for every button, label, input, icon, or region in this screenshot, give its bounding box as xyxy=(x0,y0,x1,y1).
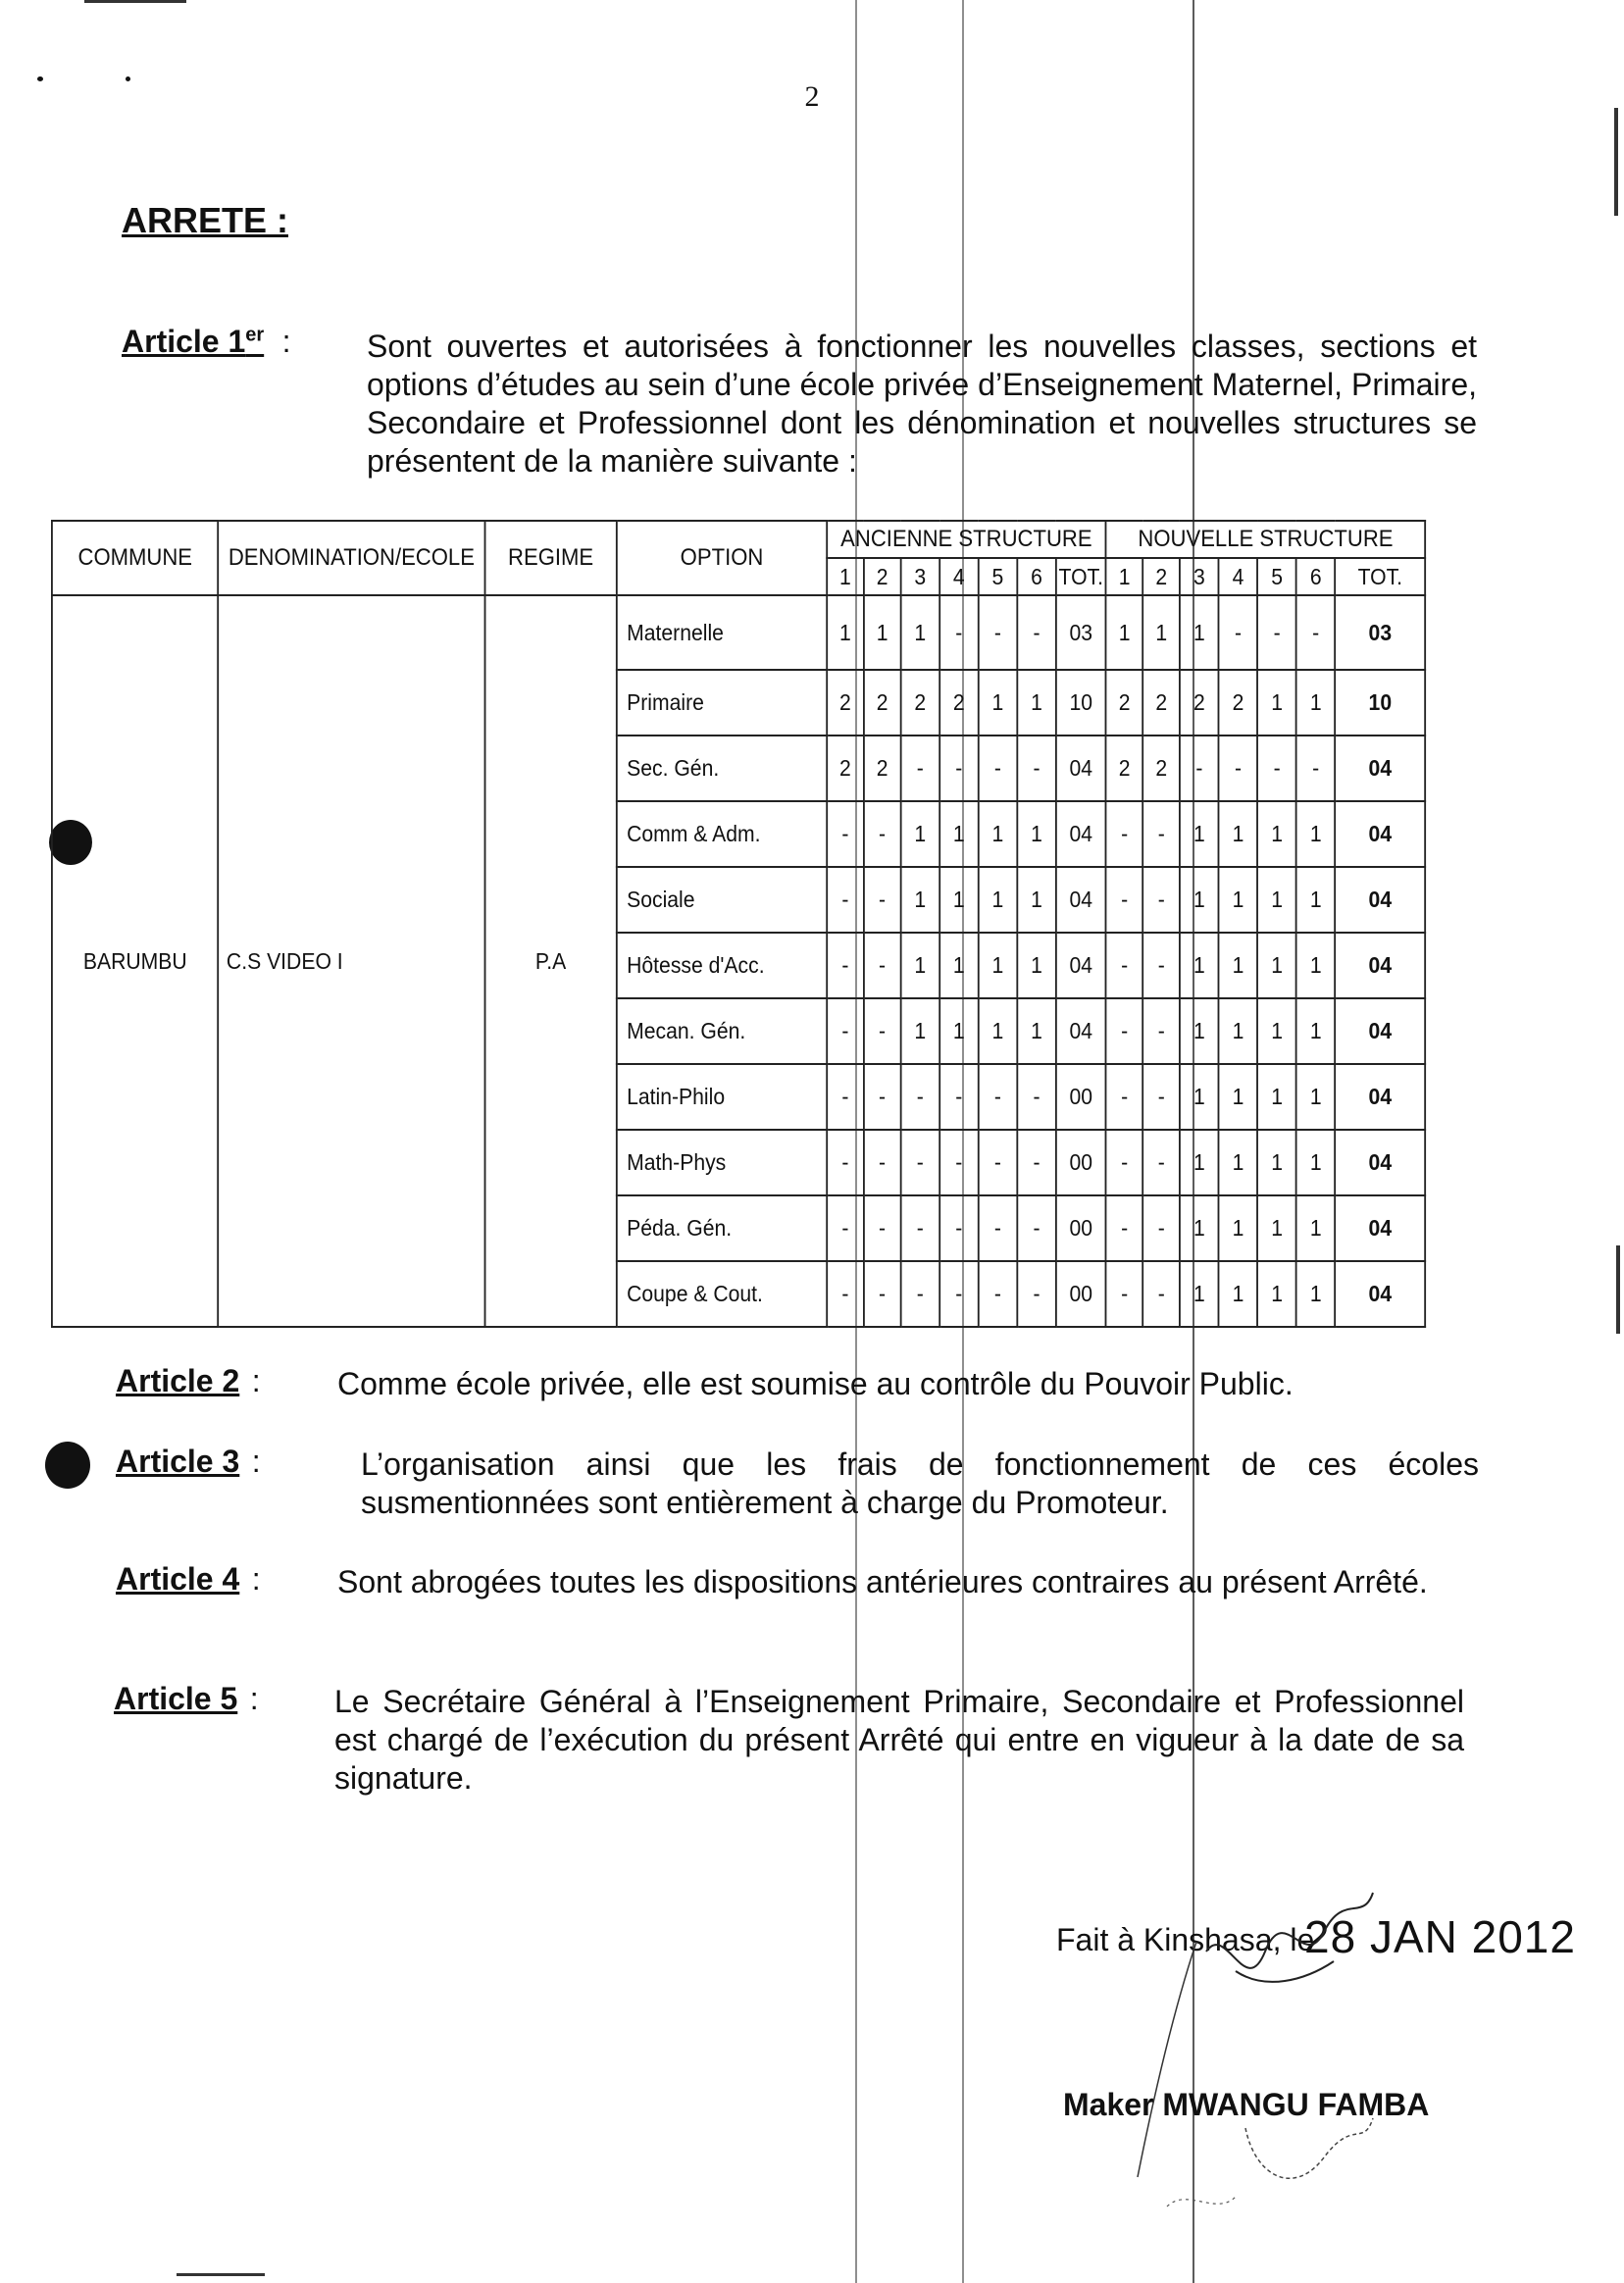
nouvelle-cell: 1 xyxy=(1257,998,1296,1064)
nouvelle-cell: 1 xyxy=(1257,1261,1296,1327)
ancienne-cell: 1 xyxy=(900,801,939,867)
article5-label xyxy=(114,1681,259,1717)
scan-line-right-edge xyxy=(1614,108,1618,216)
article1-label xyxy=(122,324,291,360)
nouvelle-cell: 1 xyxy=(1180,1195,1219,1261)
nouvelle-cell: 04 xyxy=(1336,736,1426,801)
ancienne-cell: - xyxy=(864,998,901,1064)
cell-option: Primaire xyxy=(617,670,827,736)
ancienne-cell: 04 xyxy=(1056,998,1106,1064)
nouvelle-cell: 03 xyxy=(1336,595,1426,670)
ancienne-cell: 1 xyxy=(1017,867,1056,933)
header-nouvelle-structure: NOUVELLE STRUCTURE xyxy=(1106,521,1425,558)
nouvelle-cell: 10 xyxy=(1336,670,1426,736)
article3-label xyxy=(116,1444,261,1480)
ancienne-cell: 1 xyxy=(939,933,979,998)
nouvelle-cell: 2 xyxy=(1219,670,1258,736)
nouvelle-cell: - xyxy=(1296,595,1336,670)
ancienne-cell: - xyxy=(827,1064,864,1130)
nouvelle-cell: 2 xyxy=(1180,670,1219,736)
nouvelle-cell: 1 xyxy=(1296,1064,1336,1130)
ancienne-cell: - xyxy=(864,867,901,933)
ancienne-cell: - xyxy=(827,1261,864,1327)
ancienne-cell: - xyxy=(1017,595,1056,670)
nouvelle-cell: 1 xyxy=(1219,801,1258,867)
nouvelle-cell: 1 xyxy=(1257,1064,1296,1130)
punch-hole-2 xyxy=(45,1442,90,1489)
nouvelle-cell: - xyxy=(1106,867,1143,933)
nouvelle-col-2-header: 2 xyxy=(1142,558,1180,595)
nouvelle-cell: 1 xyxy=(1219,1130,1258,1195)
ancienne-cell: - xyxy=(939,736,979,801)
heading-arrete: ARRETE : xyxy=(122,200,288,240)
ancienne-cell: 1 xyxy=(900,595,939,670)
nouvelle-cell: - xyxy=(1142,998,1180,1064)
header-ancienne-structure: ANCIENNE STRUCTURE xyxy=(827,521,1106,558)
ancienne-cell: - xyxy=(864,1130,901,1195)
nouvelle-cell: 1 xyxy=(1257,933,1296,998)
ancienne-cell: 1 xyxy=(979,670,1018,736)
ancienne-cell: 2 xyxy=(827,670,864,736)
ancienne-col-1-header: 1 xyxy=(827,558,864,595)
ancienne-cell: 1 xyxy=(900,933,939,998)
ancienne-cell: - xyxy=(939,595,979,670)
ancienne-col-4-header: 4 xyxy=(939,558,979,595)
ancienne-cell: 10 xyxy=(1056,670,1106,736)
nouvelle-cell: 1 xyxy=(1180,998,1219,1064)
nouvelle-cell: 1 xyxy=(1296,867,1336,933)
ancienne-cell: - xyxy=(939,1130,979,1195)
cell-regime: P.A xyxy=(484,595,617,1327)
ancienne-cell: 1 xyxy=(1017,801,1056,867)
cell-option: Sociale xyxy=(617,867,827,933)
ancienne-col-6-header: 6 xyxy=(1017,558,1056,595)
article4-text: Sont abrogées toutes les dispositions antérieures contraires au présent Arrêté. xyxy=(337,1564,1428,1599)
ancienne-cell: - xyxy=(979,595,1018,670)
nouvelle-cell: - xyxy=(1106,1130,1143,1195)
ancienne-cell: 1 xyxy=(979,867,1018,933)
nouvelle-cell: - xyxy=(1180,736,1219,801)
ancienne-cell: - xyxy=(979,1064,1018,1130)
nouvelle-cell: 1 xyxy=(1180,867,1219,933)
nouvelle-cell: - xyxy=(1106,998,1143,1064)
ancienne-cell: 1 xyxy=(900,867,939,933)
nouvelle-cell: - xyxy=(1219,736,1258,801)
ancienne-cell: - xyxy=(979,1195,1018,1261)
nouvelle-cell: 1 xyxy=(1296,1261,1336,1327)
nouvelle-cell: 1 xyxy=(1296,670,1336,736)
nouvelle-col-3-header: 3 xyxy=(1180,558,1219,595)
ancienne-cell: 00 xyxy=(1056,1130,1106,1195)
ancienne-cell: 1 xyxy=(864,595,901,670)
ancienne-cell: 04 xyxy=(1056,801,1106,867)
ancienne-cell: 1 xyxy=(1017,933,1056,998)
nouvelle-cell: 1 xyxy=(1257,1195,1296,1261)
nouvelle-cell: 04 xyxy=(1336,1130,1426,1195)
cell-option: Latin-Philo xyxy=(617,1064,827,1130)
nouvelle-cell: 2 xyxy=(1142,736,1180,801)
nouvelle-cell: 04 xyxy=(1336,998,1426,1064)
article2-text: Comme école privée, elle est soumise au contrôle du Pouvoir Public. xyxy=(337,1366,1294,1401)
date-stamp: 28 JAN 2012 xyxy=(1304,1911,1576,1962)
nouvelle-cell: - xyxy=(1106,1064,1143,1130)
nouvelle-cell: 2 xyxy=(1106,670,1143,736)
cell-option: Mecan. Gén. xyxy=(617,998,827,1064)
cell-option: Maternelle xyxy=(617,595,827,670)
article3-label-text: Article 3 xyxy=(116,1444,240,1479)
ancienne-cell: 2 xyxy=(900,670,939,736)
cell-option: Hôtesse d'Acc. xyxy=(617,933,827,998)
ancienne-cell: 04 xyxy=(1056,933,1106,998)
ancienne-cell: - xyxy=(900,1130,939,1195)
nouvelle-col-7-header: TOT. xyxy=(1336,558,1426,595)
nouvelle-cell: 1 xyxy=(1296,998,1336,1064)
article3-text: L’organisation ainsi que les frais de fonctionnement de ces écoles susmentionnées sont entièrement à charge du Promoteur. xyxy=(361,1446,1479,1520)
nouvelle-cell: 04 xyxy=(1336,1261,1426,1327)
nouvelle-cell: 1 xyxy=(1296,1130,1336,1195)
ancienne-cell: - xyxy=(979,1130,1018,1195)
nouvelle-cell: 1 xyxy=(1219,1261,1258,1327)
nouvelle-cell: - xyxy=(1142,933,1180,998)
nouvelle-cell: 1 xyxy=(1180,801,1219,867)
ancienne-cell: - xyxy=(1017,1064,1056,1130)
ancienne-cell: - xyxy=(900,1195,939,1261)
cell-option: Comm & Adm. xyxy=(617,801,827,867)
ancienne-cell: - xyxy=(827,1195,864,1261)
nouvelle-cell: 1 xyxy=(1142,595,1180,670)
nouvelle-col-4-header: 4 xyxy=(1219,558,1258,595)
ancienne-cell: 1 xyxy=(979,933,1018,998)
scan-line-bottom-left xyxy=(177,2273,265,2276)
ancienne-cell: - xyxy=(1017,1195,1056,1261)
nouvelle-cell: - xyxy=(1219,595,1258,670)
nouvelle-cell: - xyxy=(1142,867,1180,933)
article3-colon: : xyxy=(251,1444,261,1479)
ancienne-cell: - xyxy=(864,933,901,998)
ancienne-cell: - xyxy=(900,1261,939,1327)
nouvelle-cell: 1 xyxy=(1219,867,1258,933)
ancienne-cell: 00 xyxy=(1056,1195,1106,1261)
table-row xyxy=(52,595,1425,670)
nouvelle-cell: - xyxy=(1106,933,1143,998)
ancienne-cell: - xyxy=(827,1130,864,1195)
ancienne-cell: 04 xyxy=(1056,736,1106,801)
ancienne-cell: - xyxy=(939,1195,979,1261)
ancienne-cell: - xyxy=(979,1261,1018,1327)
article1-sup: er xyxy=(245,324,265,346)
cell-denomination: C.S VIDEO I xyxy=(219,595,485,1327)
nouvelle-cell: 1 xyxy=(1219,998,1258,1064)
nouvelle-cell: - xyxy=(1106,1261,1143,1327)
nouvelle-cell: 1 xyxy=(1257,801,1296,867)
ancienne-cell: 03 xyxy=(1056,595,1106,670)
ancienne-cell: 2 xyxy=(864,670,901,736)
nouvelle-cell: 1 xyxy=(1180,1130,1219,1195)
nouvelle-cell: - xyxy=(1257,736,1296,801)
place-line: Fait à Kinshasa, le xyxy=(1056,1922,1315,1957)
nouvelle-cell: 04 xyxy=(1336,867,1426,933)
header-regime: REGIME xyxy=(484,521,617,595)
header-option: OPTION xyxy=(617,521,827,595)
ancienne-cell: 1 xyxy=(1017,998,1056,1064)
article5-colon: : xyxy=(249,1681,259,1716)
ancienne-cell: 1 xyxy=(827,595,864,670)
article1-text: Sont ouvertes et autorisées à fonctionner les nouvelles classes, sections et options d’études au sein d’une école privée d’Enseignement Maternel, Primaire, Secondaire et Professionnel dont les dénomination et nouvelles structures se présentent de la manière suivante : xyxy=(367,329,1477,479)
ancienne-col-5-header: 5 xyxy=(979,558,1018,595)
nouvelle-cell: - xyxy=(1142,1064,1180,1130)
nouvelle-cell: 1 xyxy=(1180,1261,1219,1327)
article4-colon: : xyxy=(251,1561,261,1597)
nouvelle-cell: 1 xyxy=(1219,1064,1258,1130)
cell-option: Coupe & Cout. xyxy=(617,1261,827,1327)
ancienne-col-2-header: 2 xyxy=(864,558,901,595)
ancienne-cell: - xyxy=(827,933,864,998)
page-number: 2 xyxy=(804,80,820,113)
nouvelle-cell: 1 xyxy=(1257,670,1296,736)
nouvelle-cell: 1 xyxy=(1296,933,1336,998)
handwritten-signature xyxy=(1079,1883,1451,2236)
ancienne-col-3-header: 3 xyxy=(900,558,939,595)
ancienne-cell: - xyxy=(1017,1130,1056,1195)
ancienne-cell: 1 xyxy=(900,998,939,1064)
ancienne-cell: 1 xyxy=(1017,670,1056,736)
article2-label xyxy=(116,1363,261,1399)
nouvelle-cell: 1 xyxy=(1180,933,1219,998)
nouvelle-col-5-header: 5 xyxy=(1257,558,1296,595)
ancienne-cell: 00 xyxy=(1056,1261,1106,1327)
nouvelle-col-1-header: 1 xyxy=(1106,558,1143,595)
nouvelle-cell: 1 xyxy=(1219,933,1258,998)
nouvelle-cell: 1 xyxy=(1180,1064,1219,1130)
nouvelle-cell: - xyxy=(1296,736,1336,801)
nouvelle-cell: 04 xyxy=(1336,1195,1426,1261)
ancienne-cell: - xyxy=(1017,736,1056,801)
nouvelle-cell: 1 xyxy=(1106,595,1143,670)
ancienne-cell: 04 xyxy=(1056,867,1106,933)
article1-label-text: Article 1 xyxy=(122,324,246,359)
ancienne-cell: 1 xyxy=(979,801,1018,867)
ancienne-cell: 00 xyxy=(1056,1064,1106,1130)
ancienne-cell: - xyxy=(827,998,864,1064)
nouvelle-cell: 1 xyxy=(1296,1195,1336,1261)
ancienne-cell: - xyxy=(979,736,1018,801)
structure-table xyxy=(51,520,1426,1328)
nouvelle-cell: - xyxy=(1142,1130,1180,1195)
scan-line-right-edge-2 xyxy=(1616,1245,1620,1334)
header-denomination: DENOMINATION/ECOLE xyxy=(219,521,485,595)
signatory-name: Maker MWANGU FAMBA xyxy=(1063,2087,1430,2122)
ancienne-cell: - xyxy=(939,1064,979,1130)
cell-option: Math-Phys xyxy=(617,1130,827,1195)
nouvelle-cell: 2 xyxy=(1142,670,1180,736)
nouvelle-cell: - xyxy=(1106,1195,1143,1261)
ancienne-cell: - xyxy=(900,1064,939,1130)
ancienne-cell: - xyxy=(1017,1261,1056,1327)
nouvelle-cell: 1 xyxy=(1257,1130,1296,1195)
ancienne-col-7-header: TOT. xyxy=(1056,558,1106,595)
article4-label-text: Article 4 xyxy=(116,1561,240,1597)
nouvelle-col-6-header: 6 xyxy=(1296,558,1336,595)
cell-commune: BARUMBU xyxy=(52,595,219,1327)
cell-option: Péda. Gén. xyxy=(617,1195,827,1261)
nouvelle-cell: - xyxy=(1142,1261,1180,1327)
ancienne-cell: 2 xyxy=(939,670,979,736)
ancienne-cell: 2 xyxy=(864,736,901,801)
article5-label-text: Article 5 xyxy=(114,1681,238,1716)
nouvelle-cell: - xyxy=(1106,801,1143,867)
ancienne-cell: - xyxy=(864,1064,901,1130)
nouvelle-cell: 04 xyxy=(1336,801,1426,867)
article2-label-text: Article 2 xyxy=(116,1363,240,1398)
ancienne-cell: - xyxy=(900,736,939,801)
ancienne-cell: 1 xyxy=(939,867,979,933)
cell-option: Sec. Gén. xyxy=(617,736,827,801)
ancienne-cell: 1 xyxy=(979,998,1018,1064)
nouvelle-cell: 2 xyxy=(1106,736,1143,801)
article5-text: Le Secrétaire Général à l’Enseignement Primaire, Secondaire et Professionnel est chargé de l’exécution du présent Arrêté qui entre en vigueur à la date de sa signature. xyxy=(334,1684,1464,1796)
nouvelle-cell: 04 xyxy=(1336,1064,1426,1130)
nouvelle-cell: - xyxy=(1142,801,1180,867)
ancienne-cell: - xyxy=(939,1261,979,1327)
ancienne-cell: 1 xyxy=(939,801,979,867)
ancienne-cell: 1 xyxy=(939,998,979,1064)
scan-line-top-left xyxy=(84,0,186,3)
nouvelle-cell: - xyxy=(1142,1195,1180,1261)
ancienne-cell: - xyxy=(827,801,864,867)
article1-colon: : xyxy=(281,324,291,359)
nouvelle-cell: 1 xyxy=(1219,1195,1258,1261)
nouvelle-cell: - xyxy=(1257,595,1296,670)
nouvelle-cell: 1 xyxy=(1257,867,1296,933)
ancienne-cell: - xyxy=(864,801,901,867)
nouvelle-cell: 04 xyxy=(1336,933,1426,998)
ancienne-cell: 2 xyxy=(827,736,864,801)
article4-label xyxy=(116,1561,261,1598)
nouvelle-cell: 1 xyxy=(1296,801,1336,867)
header-commune: COMMUNE xyxy=(52,521,219,595)
ancienne-cell: - xyxy=(827,867,864,933)
nouvelle-cell: 1 xyxy=(1180,595,1219,670)
article2-colon: : xyxy=(251,1363,261,1398)
ancienne-cell: - xyxy=(864,1261,901,1327)
ancienne-cell: - xyxy=(864,1195,901,1261)
